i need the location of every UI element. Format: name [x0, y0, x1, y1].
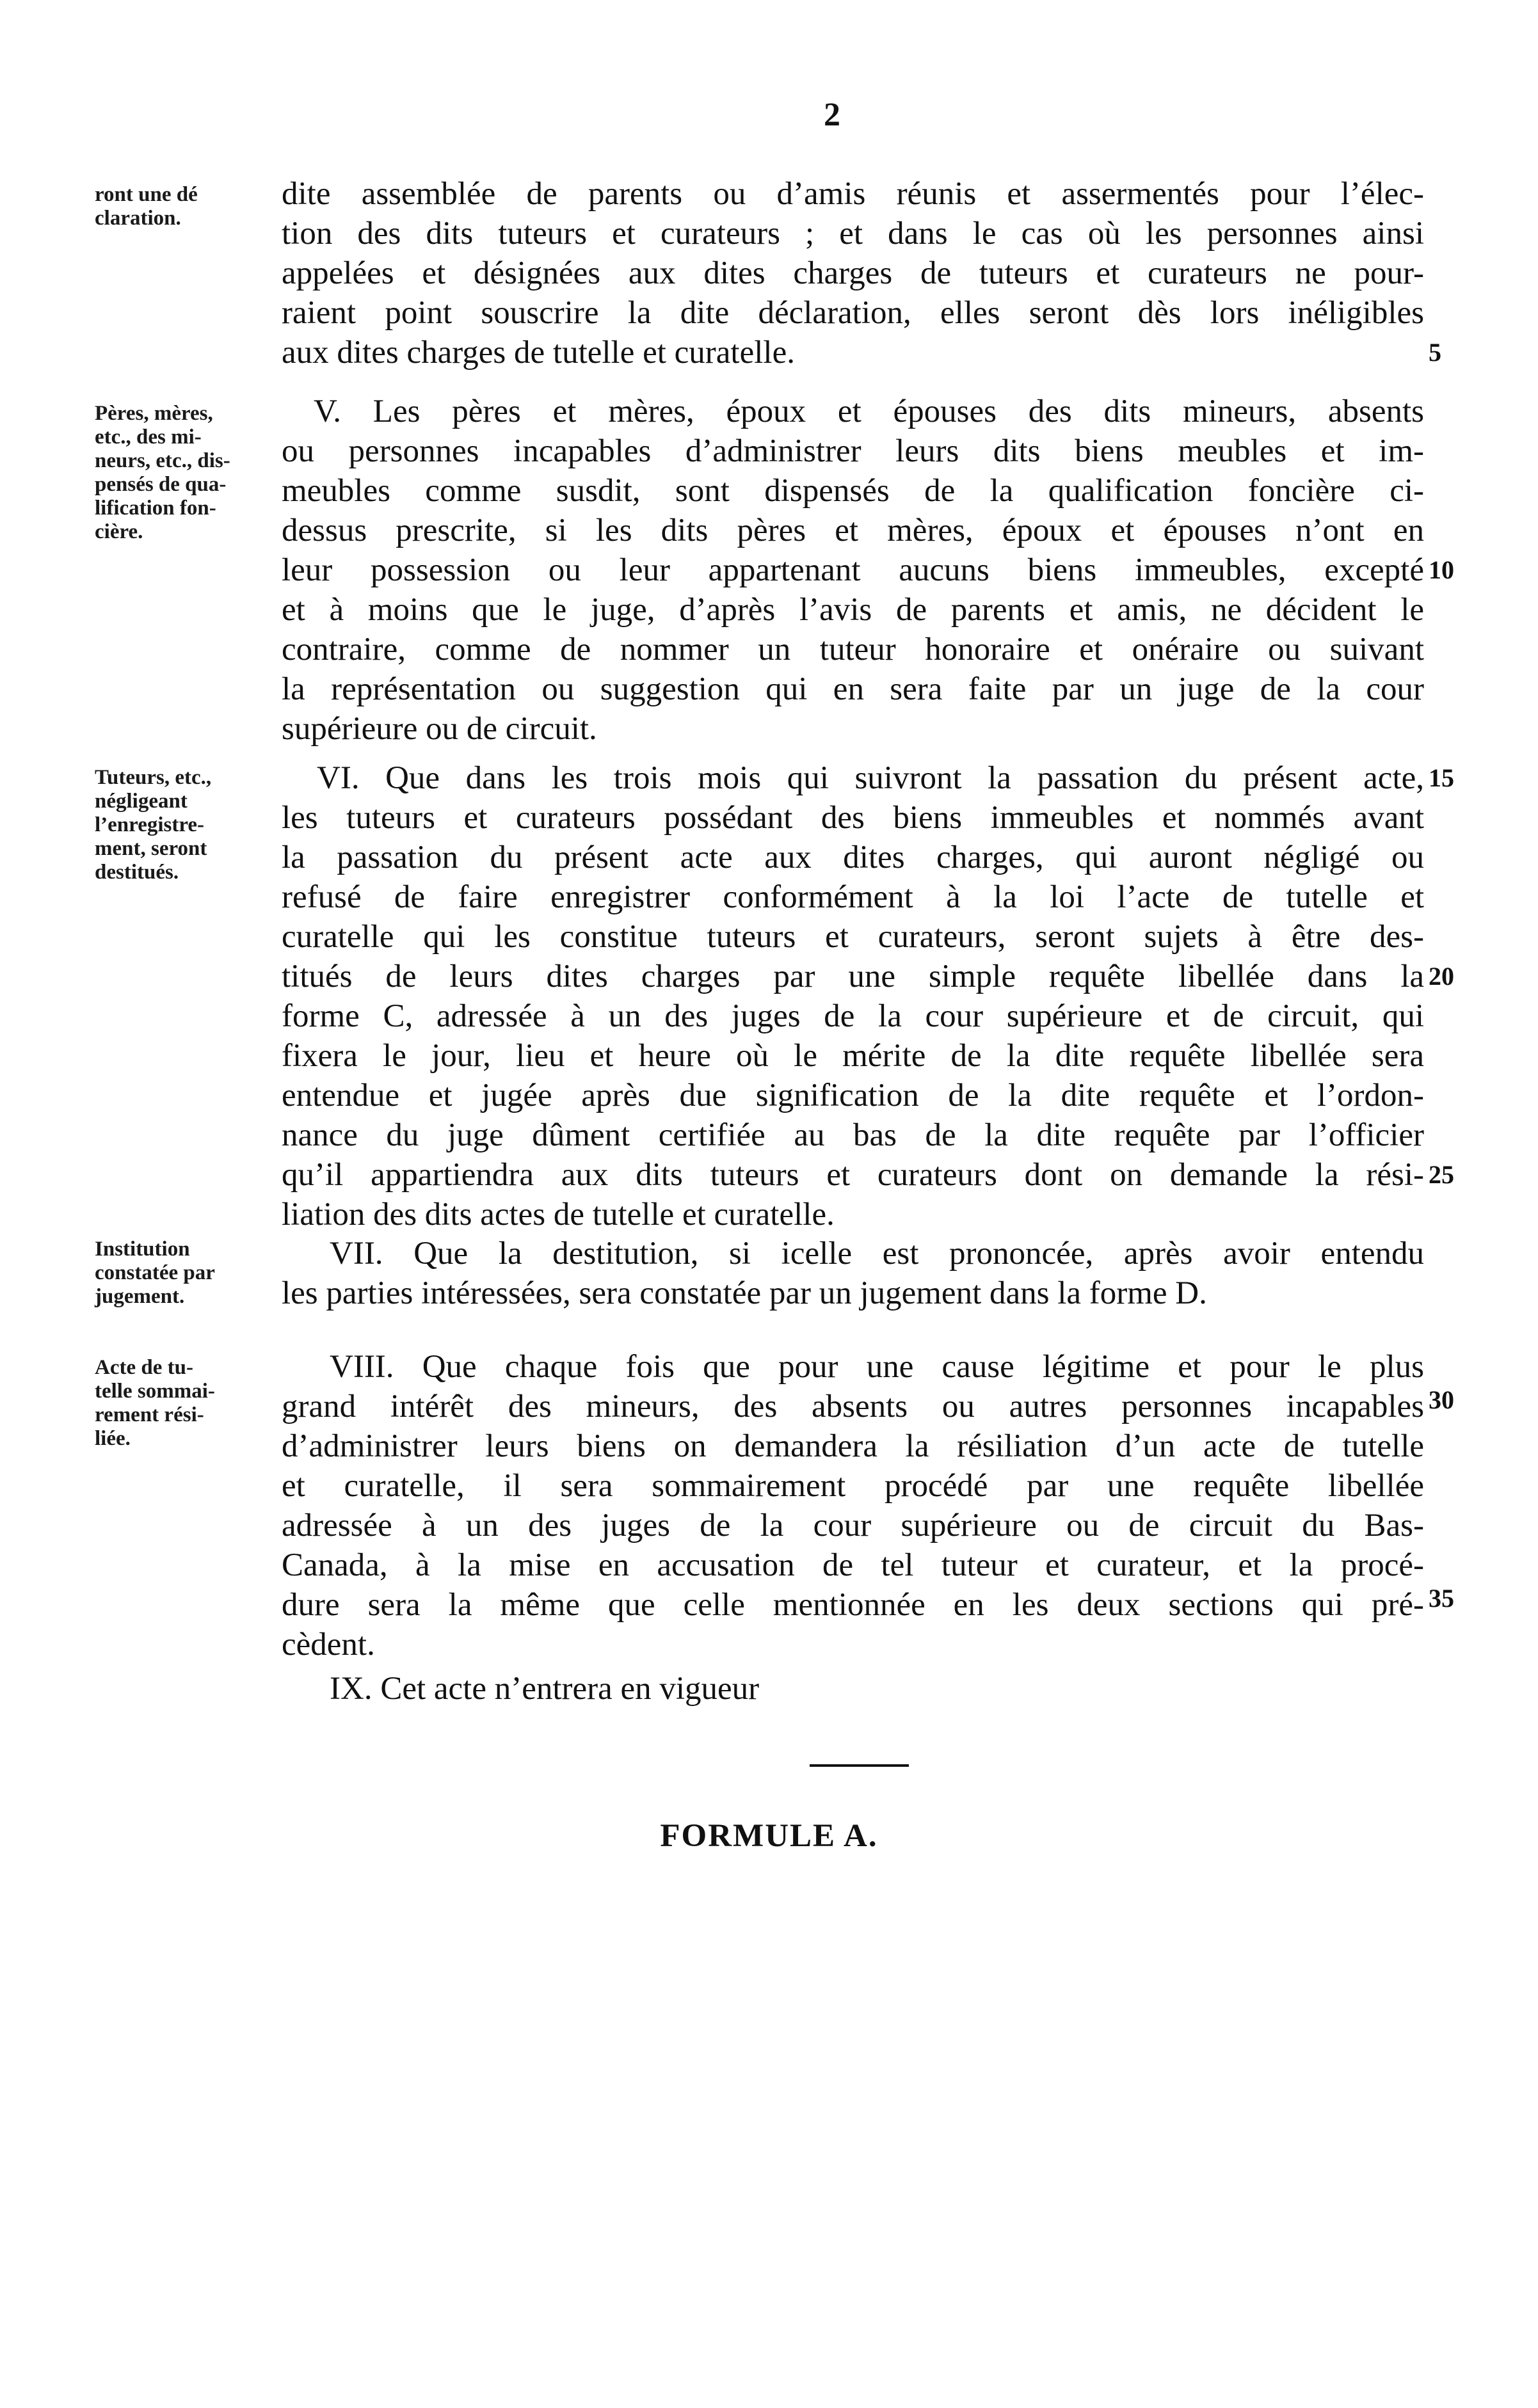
section-text: [282, 1273, 1424, 1313]
line-number-20: 20: [1429, 962, 1454, 991]
text-line: nance du juge dûment certifiée au bas de la dite requête par l’officier: [282, 1117, 1424, 1153]
line-number-5: 5: [1429, 338, 1441, 367]
text-line: les tuteurs et curateurs possédant des biens immeubles et nommés avant: [282, 800, 1424, 836]
side-note-line: l’enregistre-: [95, 813, 205, 836]
text-line: VIII. Que chaque fois que pour une cause légitime et pour le plus: [330, 1349, 1424, 1385]
section-text: [330, 1347, 1424, 1387]
text-line: IX. Cet acte n’entrera en vigueur: [330, 1671, 760, 1707]
text-line: grand intérêt des mineurs, des absents ou autres personnes incapables: [282, 1389, 1424, 1424]
text-line: dure sera la même que celle mentionnée en les deux sections qui pré-: [282, 1587, 1424, 1623]
side-note-line: destitués.: [95, 861, 179, 884]
text-line: titués de leurs dites charges par une simple requête libellée dans la: [282, 959, 1424, 994]
side-note: [95, 766, 277, 884]
line-number-25: 25: [1429, 1160, 1454, 1189]
text-line: aux dites charges de tutelle et curatelle.: [282, 335, 795, 371]
page-number: 2: [824, 97, 840, 133]
text-line: forme C, adressée à un des juges de la cour supérieure et de circuit, qui: [282, 998, 1424, 1034]
side-note-line: neurs, etc., dis-: [95, 449, 230, 472]
text-line: supérieure ou de circuit.: [282, 711, 597, 747]
text-line: les parties intéressées, sera constatée par un jugement dans la forme D.: [282, 1275, 1207, 1311]
side-note-line: claration.: [95, 207, 181, 230]
side-note-line: Acte de tu-: [95, 1356, 193, 1379]
section-text: [330, 1234, 1424, 1273]
side-note: [95, 1356, 277, 1451]
side-note-line: Tuteurs, etc.,: [95, 766, 212, 789]
text-line: fixera le jour, lieu et heure où le mérite de la dite requête libellée sera: [282, 1038, 1424, 1074]
text-line: et à moins que le juge, d’après l’avis de parents et amis, ne décident le: [282, 592, 1424, 628]
formula-title: FORMULE A.: [660, 1818, 878, 1854]
side-note-line: rement rési-: [95, 1403, 204, 1426]
side-note-line: jugement.: [95, 1285, 185, 1308]
text-line: raient point souscrire la dite déclaration, elles seront dès lors inéligibles: [282, 295, 1424, 331]
text-line: dite assemblée de parents ou d’amis réunis et assermentés pour l’élec-: [282, 176, 1424, 212]
section-text: [282, 174, 1424, 372]
text-line: adressée à un des juges de la cour supérieure ou de circuit du Bas-: [282, 1508, 1424, 1543]
text-line: Canada, à la mise en accusation de tel tuteur et curateur, et la procé-: [282, 1547, 1424, 1583]
text-line: dessus prescrite, si les dits pères et mères, époux et épouses n’ont en: [282, 513, 1424, 548]
text-line: cèdent.: [282, 1627, 375, 1662]
side-note-line: ment, seront: [95, 837, 207, 860]
section-text: [330, 1669, 1424, 1709]
side-note: [95, 183, 277, 230]
text-line: curatelle qui les constitue tuteurs et curateurs, seront sujets à être des-: [282, 919, 1424, 955]
line-number-15: 15: [1429, 763, 1454, 792]
text-line: VI. Que dans les trois mois qui suivront la passation du présent acte,: [317, 760, 1424, 796]
side-note-line: liée.: [95, 1427, 131, 1450]
text-line: entendue et jugée après due signification de la dite requête et l’ordon-: [282, 1078, 1424, 1113]
text-line: liation des dits actes de tutelle et curatelle.: [282, 1197, 835, 1232]
section-text: [282, 431, 1424, 749]
line-number-10: 10: [1429, 555, 1454, 584]
side-note-line: lification fon-: [95, 497, 216, 520]
text-line: V. Les pères et mères, époux et épouses des dits mineurs, absents: [314, 394, 1424, 429]
text-line: contraire, comme de nommer un tuteur honoraire et onéraire ou suivant: [282, 632, 1424, 667]
text-line: et curatelle, il sera sommairement procédé par une requête libellée: [282, 1468, 1424, 1504]
side-note-line: pensés de qua-: [95, 473, 227, 496]
section-text: [317, 758, 1424, 798]
side-note: [95, 1238, 277, 1309]
text-line: leur possession ou leur appartenant aucuns biens immeubles, excepté: [282, 552, 1424, 588]
line-number-35: 35: [1429, 1584, 1454, 1613]
section-text: [282, 798, 1424, 1234]
section-text: [314, 392, 1424, 431]
text-line: VII. Que la destitution, si icelle est prononcée, après avoir entendu: [330, 1236, 1424, 1272]
text-line: tion des dits tuteurs et curateurs ; et dans le cas où les personnes ainsi: [282, 216, 1424, 251]
text-line: meubles comme susdit, sont dispensés de la qualification foncière ci-: [282, 473, 1424, 509]
text-line: refusé de faire enregistrer conformément à la loi l’acte de tutelle et: [282, 879, 1424, 915]
text-line: la représentation ou suggestion qui en sera faite par un juge de la cour: [282, 671, 1424, 707]
section-divider: [810, 1764, 909, 1767]
side-note-line: négligeant: [95, 790, 188, 813]
side-note-line: Pères, mères,: [95, 402, 213, 425]
side-note-line: telle sommai-: [95, 1380, 215, 1403]
text-line: la passation du présent acte aux dites charges, qui auront négligé ou: [282, 840, 1424, 875]
text-line: ou personnes incapables d’administrer leurs dits biens meubles et im-: [282, 433, 1424, 469]
section-text: [282, 1387, 1424, 1664]
side-note-line: constatée par: [95, 1261, 215, 1284]
side-note-line: Institution: [95, 1238, 190, 1261]
side-note-line: etc., des mi-: [95, 426, 202, 449]
side-note-line: cière.: [95, 520, 143, 543]
side-note: [95, 402, 277, 544]
text-line: qu’il appartiendra aux dits tuteurs et curateurs dont on demande la rési-: [282, 1157, 1424, 1193]
side-note-line: ront une dé: [95, 183, 198, 206]
text-line: appelées et désignées aux dites charges de tuteurs et curateurs ne pour-: [282, 255, 1424, 291]
text-line: d’administrer leurs biens on demandera la résiliation d’un acte de tutelle: [282, 1428, 1424, 1464]
line-number-30: 30: [1429, 1385, 1454, 1414]
